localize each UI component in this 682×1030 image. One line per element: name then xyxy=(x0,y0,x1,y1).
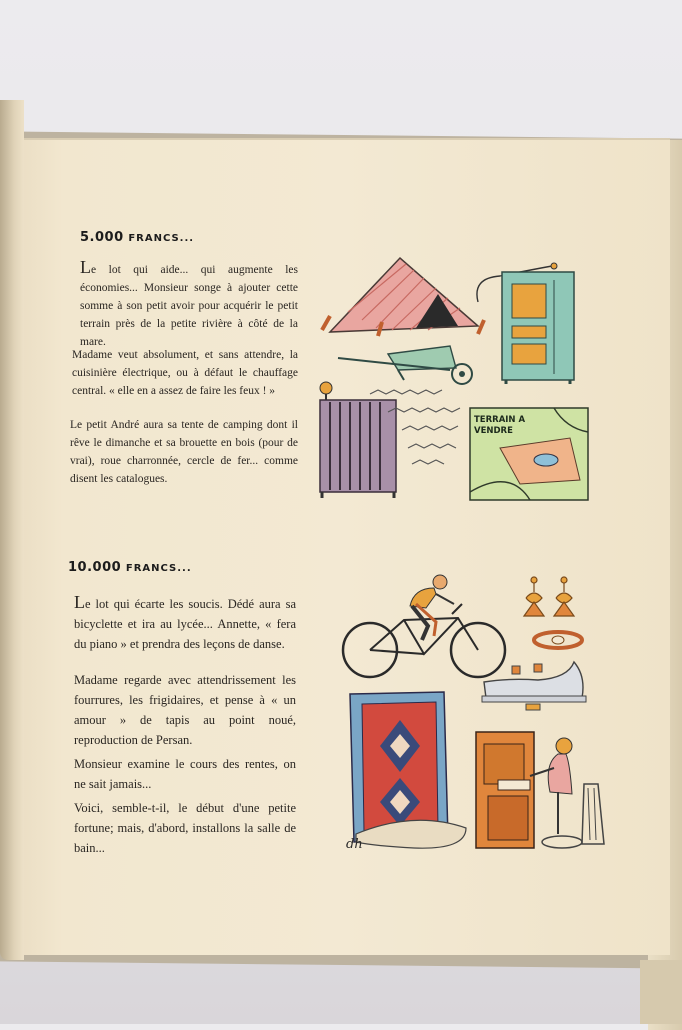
section1-unit: FRANCS... xyxy=(128,233,195,244)
furniture-illustration xyxy=(478,658,600,720)
signature-text: dh xyxy=(346,837,363,852)
section2-heading xyxy=(68,560,192,575)
drop-initial: L xyxy=(80,257,91,277)
section1-paragraph-2 xyxy=(72,346,298,400)
land-for-sale-map xyxy=(470,408,588,500)
section1-paragraph-3 xyxy=(70,416,298,488)
earrings-illustration xyxy=(520,576,580,626)
bracelet-illustration xyxy=(530,628,586,652)
paragraph-text: e lot qui écarte les soucis. Dédé aura sa bicyclette et ira au lycée... Annette, « fera du piano » et prendra des leçons de danse. xyxy=(74,597,296,651)
book-corner xyxy=(640,960,682,1024)
paragraph-text: Madame veut absolument, et sans attendre, la cuisinière électrique, ou à défaut le chauffage central. « elle en a assez de faire les feux ! » xyxy=(72,349,298,397)
section1-heading xyxy=(80,230,194,245)
tent-illustration xyxy=(318,254,488,340)
paragraph-text: Monsieur examine le cours des rentes, on ne sait jamais... xyxy=(74,757,296,791)
sign-text-line: TERRAIN A xyxy=(474,415,526,425)
section2-paragraph-4 xyxy=(74,798,296,858)
piano-illustration xyxy=(474,724,606,852)
section2-paragraph-3 xyxy=(74,754,296,794)
artist-signature xyxy=(344,832,374,854)
paragraph-text: e lot qui aide... qui augmente les économies... Monsieur songe à ajouter cette somme à son petit avoir pour acquérir le petit terrain près de la petite rivière à côté de la mare. xyxy=(80,264,298,348)
paragraph-text: Madame regarde avec attendrissement les fourrures, les frigidaires, et pense à « un amour » de tapis au point noué, reproduction de Persan. xyxy=(74,673,296,747)
persian-rug-illustration xyxy=(344,690,472,854)
section1-paragraph-1 xyxy=(80,258,298,351)
electric-stove-illustration xyxy=(470,262,582,384)
sign-text-line: VENDRE xyxy=(474,426,513,436)
section2-paragraph-2 xyxy=(74,670,296,750)
drop-initial: L xyxy=(74,592,85,612)
paragraph-text: Voici, semble-t-il, le début d'une petite fortune; mais, d'abord, installons la salle de bain... xyxy=(74,801,296,855)
section2-unit: FRANCS... xyxy=(125,563,192,574)
section1-amount: 5.000 xyxy=(80,230,124,245)
book-edge-left xyxy=(0,100,24,960)
section2-amount: 10.000 xyxy=(68,560,122,575)
paragraph-text: Le petit André aura sa tente de camping dont il rêve le dimanche et sa brouette en bois (pour de vrai), roue charronnée, cercle de fer... comme disent les catalogues. xyxy=(70,419,298,485)
section2-paragraph-1 xyxy=(74,592,296,654)
